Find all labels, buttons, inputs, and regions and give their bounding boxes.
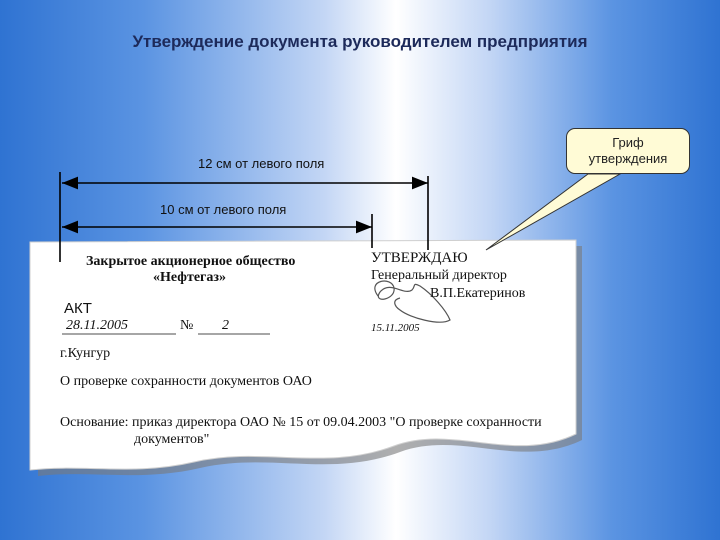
org-name-line1: Закрытое акционерное общество (86, 254, 296, 269)
approver-position: Генеральный директор (371, 268, 507, 283)
org-name-line2: «Нефтегаз» (153, 270, 227, 285)
doc-subject: О проверке сохранности документов ОАО (60, 374, 312, 389)
doc-date: 28.11.2005 (66, 318, 128, 333)
callout-line1: Гриф (612, 135, 644, 150)
doc-basis-line1: Основание: приказ директора ОАО № 15 от 09.04.2003 "О проверке сохранности (60, 415, 542, 430)
measure-12cm-label: 12 см от левого поля (198, 156, 325, 171)
approver-name: В.П.Екатеринов (430, 286, 526, 301)
approve-date: 15.11.2005 (371, 322, 420, 334)
doc-type: АКТ (64, 300, 92, 317)
approval-stamp-callout (566, 128, 690, 174)
number-sign: № (180, 318, 194, 333)
doc-number: 2 (222, 318, 229, 333)
approve-heading: УТВЕРЖДАЮ (371, 250, 468, 266)
measure-10cm-label: 10 см от левого поля (160, 202, 287, 217)
doc-basis-line2: документов" (134, 432, 210, 447)
doc-place: г.Кунгур (60, 346, 111, 361)
callout-pointer (486, 174, 620, 250)
slide-title: Утверждение документа руководителем предприятия (132, 32, 588, 51)
callout-line2: утверждения (588, 151, 668, 166)
